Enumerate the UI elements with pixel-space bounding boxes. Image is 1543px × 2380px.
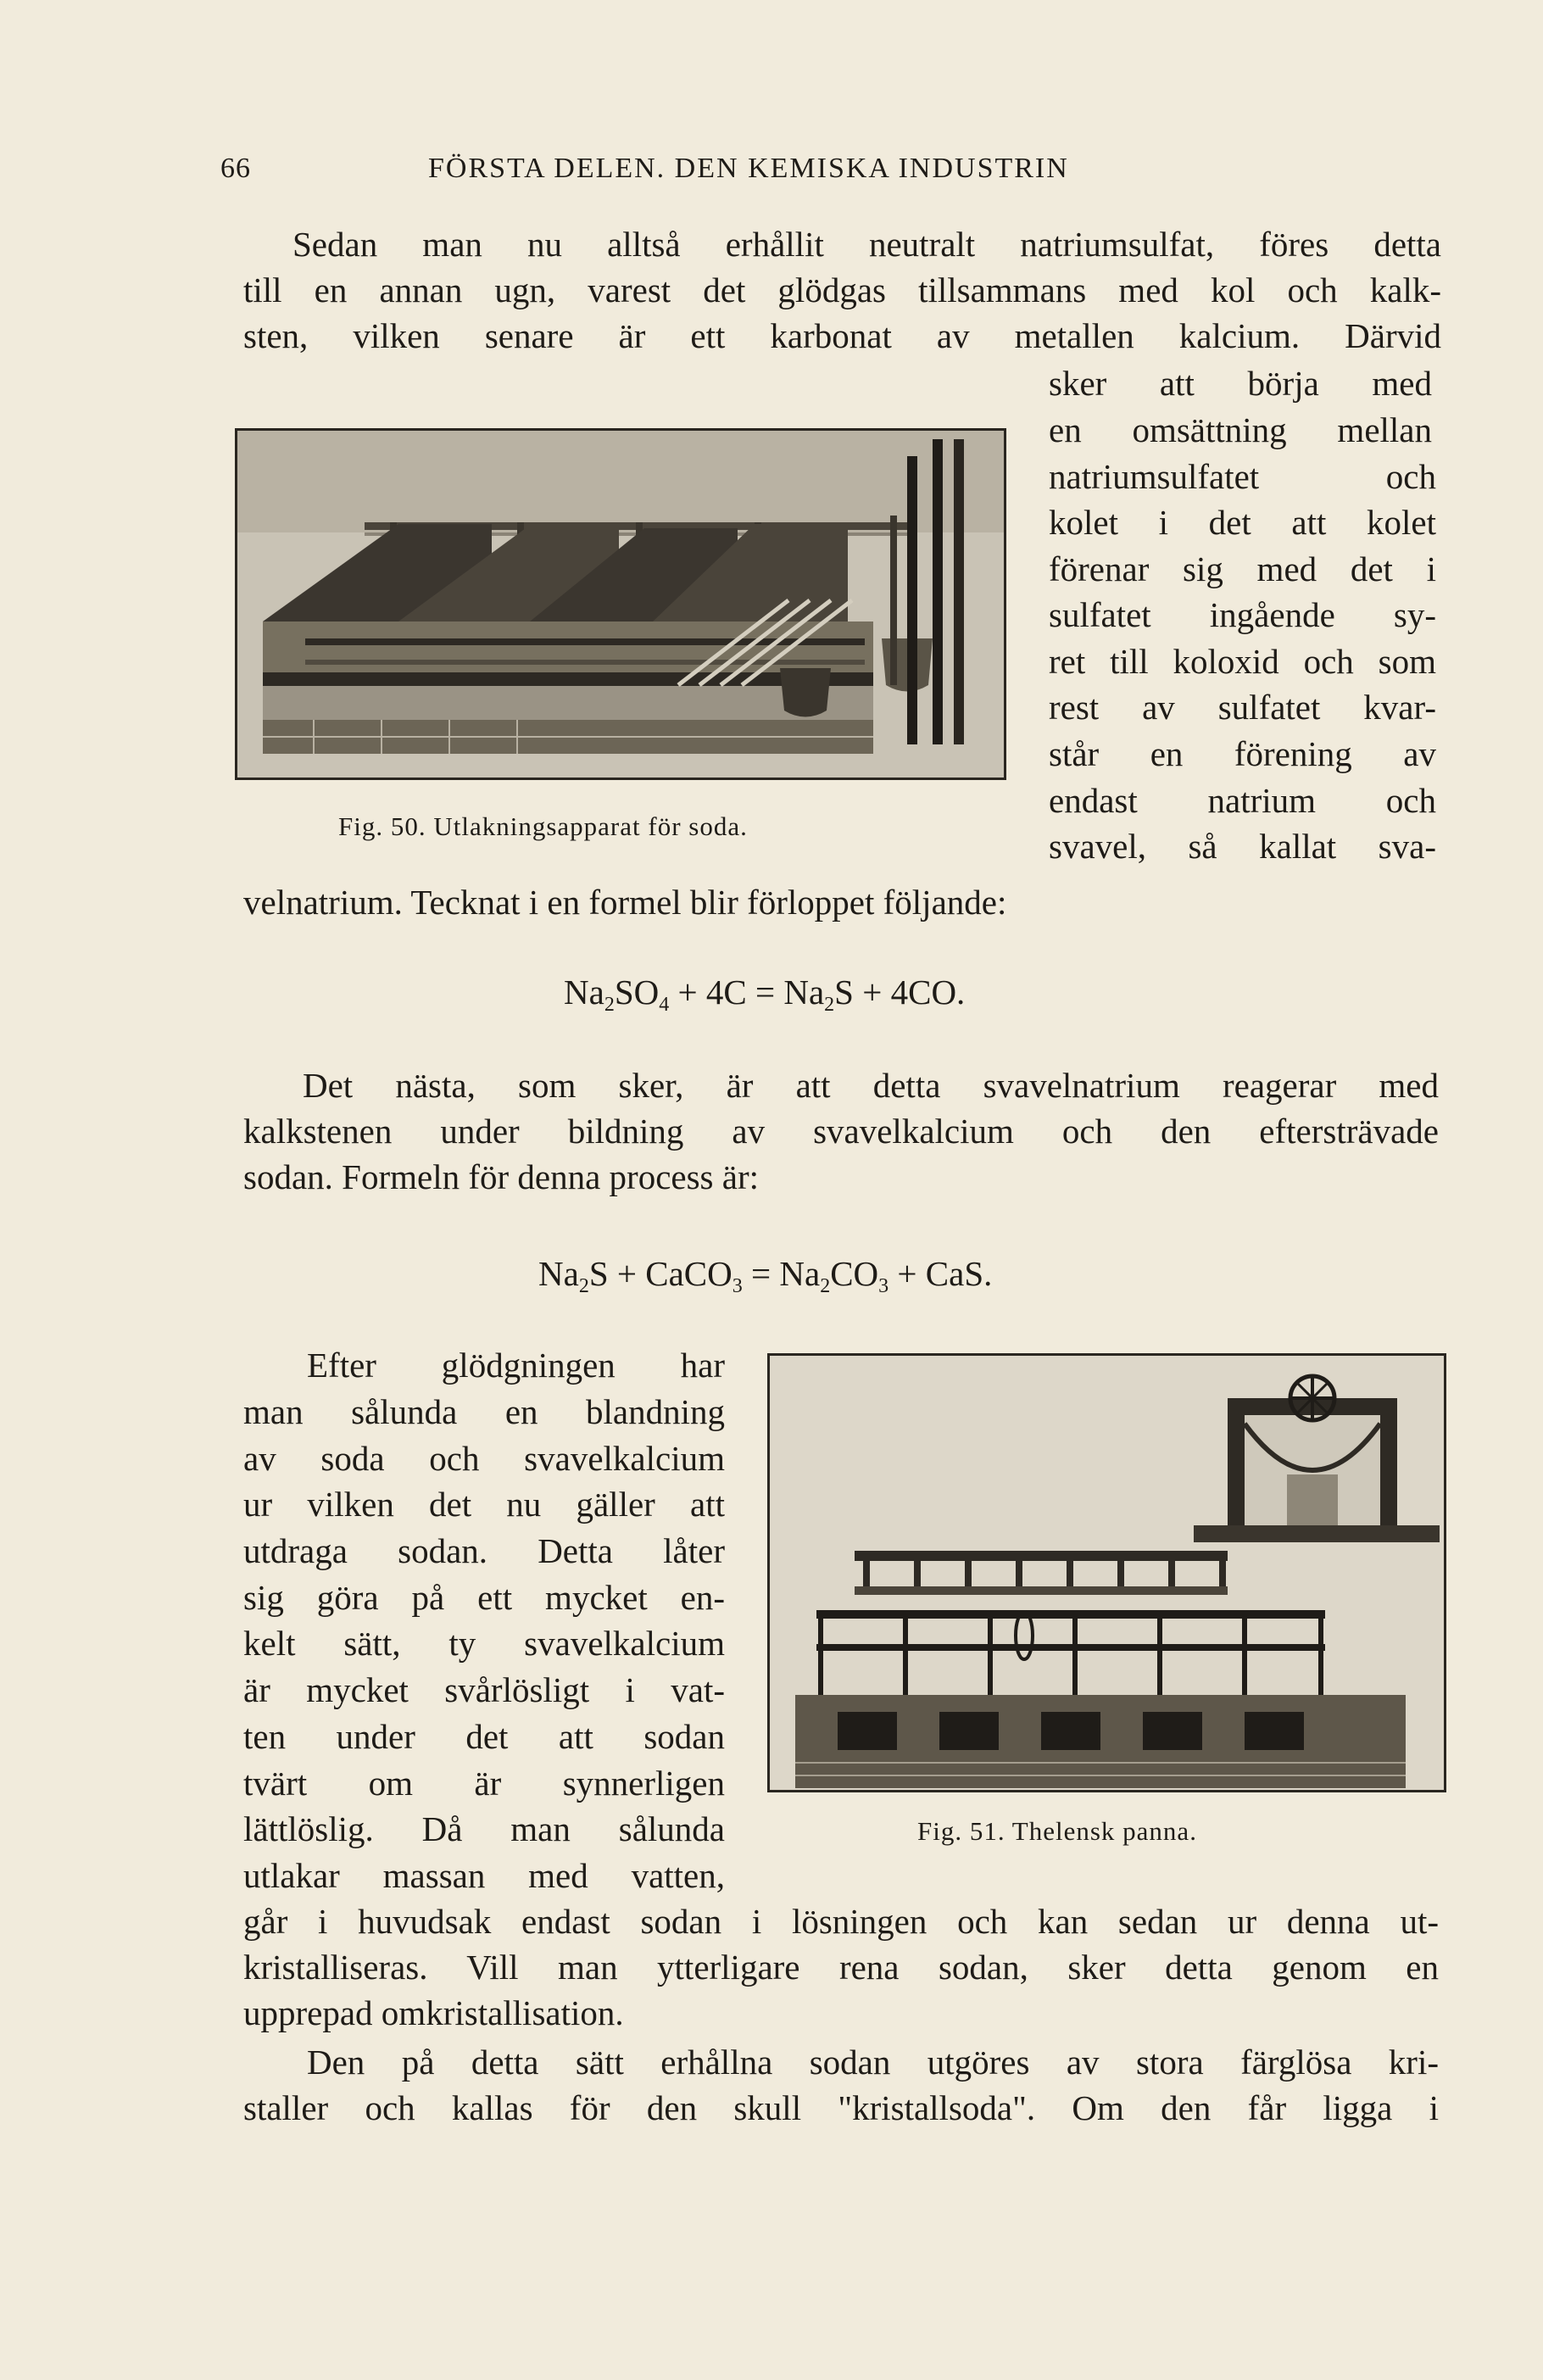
formula-term: + 4C — [677, 973, 747, 1012]
text-line: endast natrium och — [1049, 781, 1436, 820]
text-line: sig göra på ett mycket en- — [243, 1578, 725, 1617]
figure-51-illustration — [767, 1353, 1446, 1792]
formula-equals: = — [755, 973, 776, 1012]
formula-term: + CaCO — [616, 1254, 733, 1293]
formula-term: Na — [564, 973, 604, 1012]
text-line: till en annan ugn, varest det glödgas tillsammans med kol och kalk- — [243, 270, 1441, 309]
text-line: utdraga sodan. Detta låter — [243, 1531, 725, 1570]
formula-subscript: 3 — [878, 1275, 889, 1297]
text-line: Efter glödgningen har — [307, 1346, 725, 1385]
formula-term: S — [834, 973, 854, 1012]
text-line: upprepad omkristallisation. — [243, 1993, 624, 2032]
text-line: kalkstenen under bildning av svavelkalcium och den eftersträvade — [243, 1112, 1439, 1151]
text-line: kelt sätt, ty svavelkalcium — [243, 1624, 725, 1663]
text-line: utlakar massan med vatten, — [243, 1856, 725, 1895]
formula-subscript: 2 — [820, 1275, 831, 1297]
formula-term: Na — [783, 973, 825, 1012]
text-line: sten, vilken senare är ett karbonat av metallen kalcium. Därvid — [243, 316, 1441, 355]
text-line: ret till koloxid och som — [1049, 642, 1436, 681]
text-line: tvärt om är synnerligen — [243, 1764, 725, 1803]
text-line: sulfatet ingående sy- — [1049, 595, 1436, 634]
text-line: kolet i det att kolet — [1049, 503, 1436, 542]
text-line: ur vilken det nu gäller att — [243, 1485, 725, 1524]
text-line: av soda och svavelkalcium — [243, 1439, 725, 1478]
formula-equals: = — [751, 1254, 772, 1293]
formula-subscript: 2 — [604, 994, 615, 1016]
text-line: ten under det att sodan — [243, 1717, 725, 1756]
text-line: sker att börja med — [1049, 364, 1432, 403]
formula-term: S — [588, 1254, 609, 1293]
formula-subscript: 2 — [578, 1275, 589, 1297]
text-line: går i huvudsak endast sodan i lösningen och kan sedan ur denna ut- — [243, 1902, 1439, 1941]
text-line: svavel, så kallat sva- — [1049, 827, 1436, 866]
page-number: 66 — [220, 153, 251, 184]
text-line: står en förening av — [1049, 734, 1436, 773]
text-line: Den på detta sätt erhållna sodan utgöres av stora färglösa kri- — [307, 2043, 1439, 2082]
text-line: staller och kallas för den skull "kristallsoda". Om den får ligga i — [243, 2088, 1439, 2127]
text-line: Det nästa, som sker, är att detta svavelnatrium reagerar med — [303, 1066, 1439, 1105]
text-line: Sedan man nu alltså erhållit neutralt natriumsulfat, föres detta — [292, 225, 1441, 264]
text-line: kristalliseras. Vill man ytterligare rena sodan, sker detta genom en — [243, 1948, 1439, 1987]
text-line: natriumsulfatet och — [1049, 457, 1436, 496]
text-line: man sålunda en blandning — [243, 1392, 725, 1431]
text-line: rest av sulfatet kvar- — [1049, 688, 1436, 727]
text-line: förenar sig med det i — [1049, 549, 1436, 588]
text-line: är mycket svårlösligt i vat- — [243, 1670, 725, 1709]
formula-subscript: 4 — [659, 994, 670, 1016]
text-line: en omsättning mellan — [1049, 410, 1432, 449]
formula-subscript: 3 — [732, 1275, 743, 1297]
formula-term: + 4CO. — [862, 973, 966, 1012]
formula-1 — [564, 975, 965, 1015]
leaching-apparatus-drawing — [237, 431, 1004, 778]
formula-2 — [538, 1254, 993, 1297]
figure-50-caption: Fig. 50. Utlakningsapparat för soda. — [338, 811, 748, 841]
figure-51-caption: Fig. 51. Thelensk panna. — [917, 1816, 1197, 1846]
text-line: sodan. Formeln för denna process är: — [243, 1157, 759, 1196]
formula-subscript: 2 — [824, 994, 835, 1016]
formula-term: + CaS. — [897, 1254, 993, 1293]
running-head: FÖRSTA DELEN. DEN KEMISKA INDUSTRIN — [428, 153, 1069, 184]
formula-term: CO — [830, 1254, 879, 1293]
text-line: lättlöslig. Då man sålunda — [243, 1809, 725, 1848]
formula-term: Na — [538, 1254, 579, 1293]
formula-term: Na — [779, 1254, 821, 1293]
text-line: velnatrium. Tecknat i en formel blir förloppet följande: — [243, 883, 1007, 922]
formula-term: SO — [614, 973, 660, 1012]
page-header — [0, 144, 1543, 195]
figure-50-illustration — [235, 428, 1006, 780]
thelen-pan-drawing — [770, 1356, 1444, 1790]
